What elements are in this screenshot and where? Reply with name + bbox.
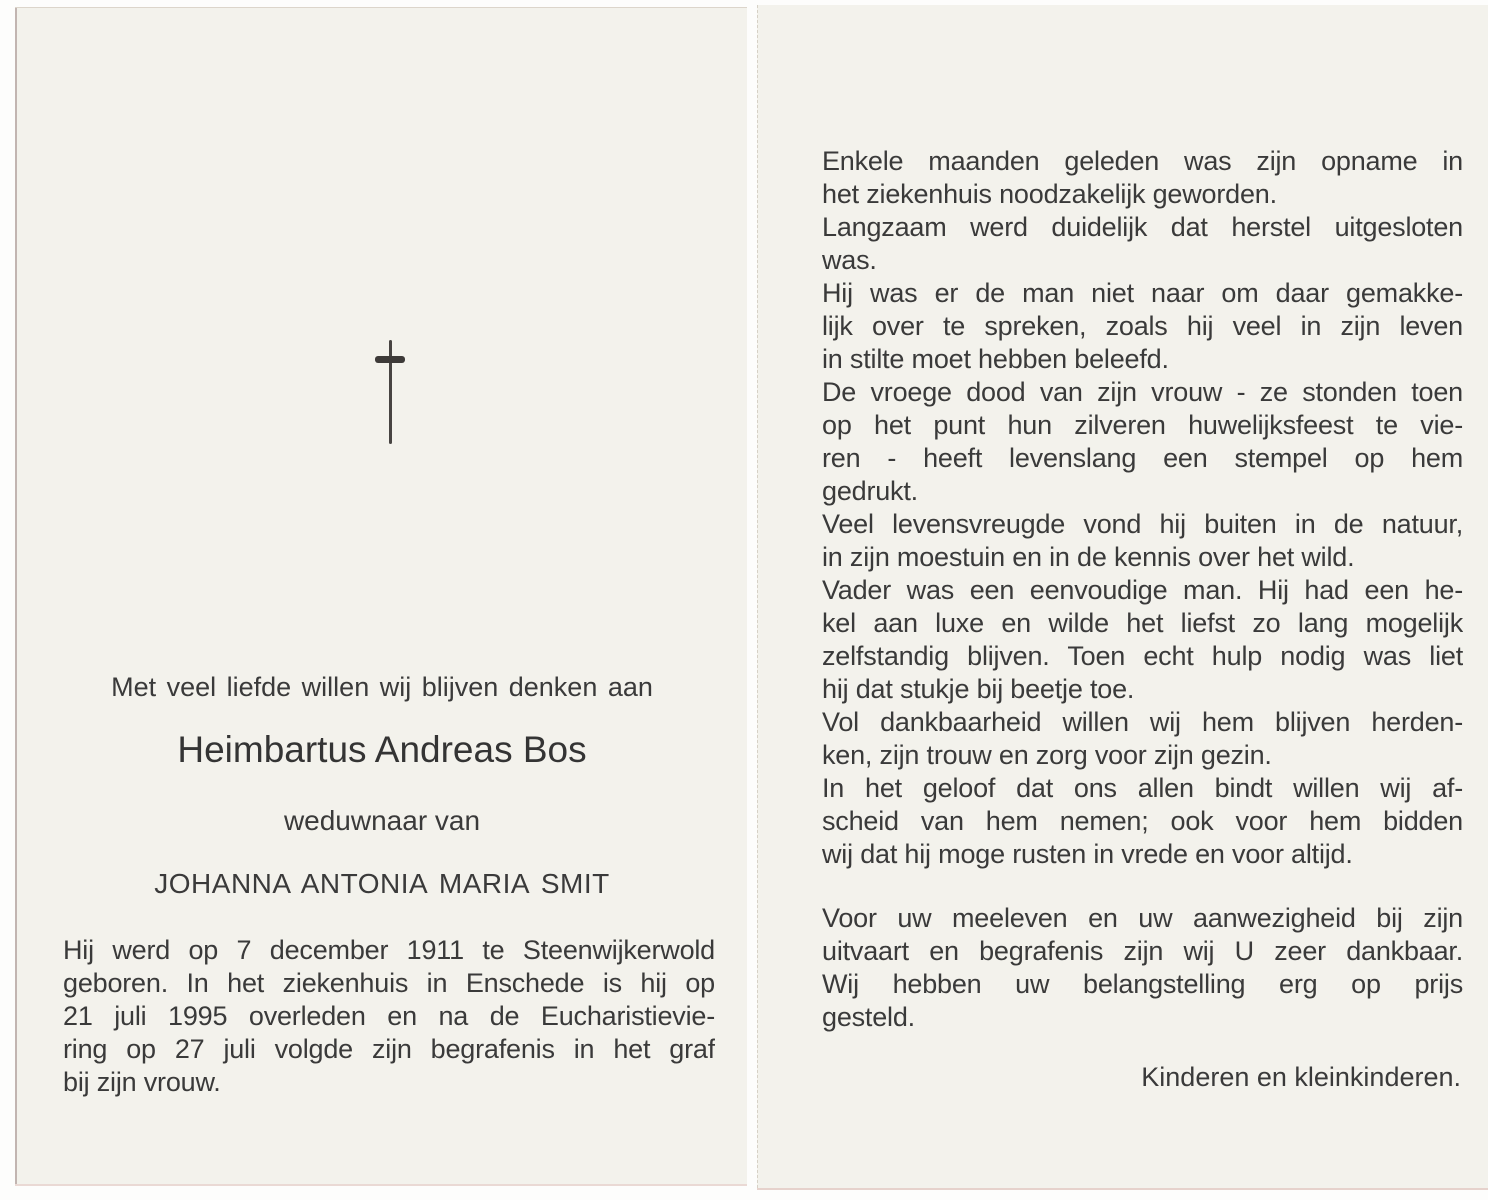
cross-horizontal-bar — [375, 356, 405, 363]
text-line: bij zijn vrouw. — [63, 1067, 221, 1097]
text-line: 21 juli 1995 overleden en na de Eucharistievie- — [63, 1001, 715, 1031]
relation-line: weduwnaar van — [283, 805, 481, 836]
text-line: in stilte moet hebben beleefd. — [822, 344, 1169, 374]
paragraph — [822, 145, 1463, 211]
text-line: Hij was er de man niet naar om daar gemakke- — [822, 278, 1463, 308]
text-line: lijk over te spreken, zoals hij veel in zijn leven — [822, 311, 1463, 341]
text-line: Wij hebben uw belangstelling erg op prijs — [822, 969, 1463, 999]
paragraph — [63, 934, 715, 1099]
text-line: Voor uw meeleven en uw aanwezigheid bij zijn — [822, 903, 1463, 933]
paragraph — [822, 706, 1463, 772]
text-line: op het punt hun zilveren huwelijksfeest te vie- — [822, 410, 1463, 440]
biography-paragraph — [63, 934, 715, 1099]
text-line: geboren. In het ziekenhuis in Enschede is hij op — [63, 968, 715, 998]
text-line: hij dat stukje bij beetje toe. — [822, 674, 1135, 704]
text-line: gesteld. — [822, 1002, 915, 1032]
text-line: Vol dankbaarheid willen wij hem blijven herden- — [822, 707, 1463, 737]
latin-cross-icon — [375, 340, 405, 444]
text-line: Veel levensvreugde vond hij buiten in de natuur, — [822, 509, 1463, 539]
paragraph — [822, 574, 1463, 706]
intro-line: Met veel liefde willen wij blijven denken aan — [111, 672, 653, 702]
text-line: Hij werd op 7 december 1911 te Steenwijkerwold — [63, 935, 715, 965]
paragraph — [822, 508, 1463, 574]
text-line: het ziekenhuis noodzakelijk geworden. — [822, 179, 1277, 209]
text-line: ren - heeft levenslang een stempel op hem — [822, 443, 1463, 473]
text-line: Vader was een eenvoudige man. Hij had een he- — [822, 575, 1463, 605]
text-line: De vroege dood van zijn vrouw - ze stonden toen — [822, 377, 1463, 407]
text-line: zelfstandig blijven. Toen echt hulp nodig was liet — [822, 641, 1463, 671]
paragraph — [822, 376, 1463, 508]
text-line: wij dat hij moge rusten in vrede en voor altijd. — [822, 839, 1353, 869]
paragraph — [822, 211, 1463, 277]
spouse-name: JOHANNA ANTONIA MARIA SMIT — [154, 868, 610, 899]
text-line: Enkele maanden geleden was zijn opname in — [822, 146, 1463, 176]
text-line: In het geloof dat ons allen bindt willen wij af- — [822, 773, 1463, 803]
memorial-card-front-page — [15, 8, 747, 1184]
signature-line: Kinderen en kleinkinderen. — [1141, 1062, 1461, 1092]
text-line: ken, zijn trouw en zorg voor zijn gezin. — [822, 740, 1272, 770]
text-line: in zijn moestuin en in de kennis over het wild. — [822, 542, 1355, 572]
paragraph — [822, 902, 1463, 1034]
text-line: scheid van hem nemen; ook voor hem bidden — [822, 806, 1463, 836]
text-line: Langzaam werd duidelijk dat herstel uitgesloten — [822, 212, 1463, 242]
text-line: kel aan luxe en wilde het liefst zo lang mogelijk — [822, 608, 1463, 638]
text-line: uitvaart en begrafenis zijn wij U zeer dankbaar. — [822, 936, 1463, 966]
text-line: ring op 27 juli volgde zijn begrafenis in het graf — [63, 1034, 715, 1064]
memorial-text-column — [822, 145, 1463, 1094]
thanks-paragraph — [822, 902, 1463, 1034]
deceased-name: Heimbartus Andreas Bos — [177, 729, 587, 770]
text-line: gedrukt. — [822, 476, 918, 506]
text-line: was. — [822, 245, 877, 275]
memorial-card-back-page — [757, 5, 1488, 1188]
paragraph — [822, 277, 1463, 376]
memorial-text — [822, 145, 1463, 871]
paragraph — [822, 772, 1463, 871]
